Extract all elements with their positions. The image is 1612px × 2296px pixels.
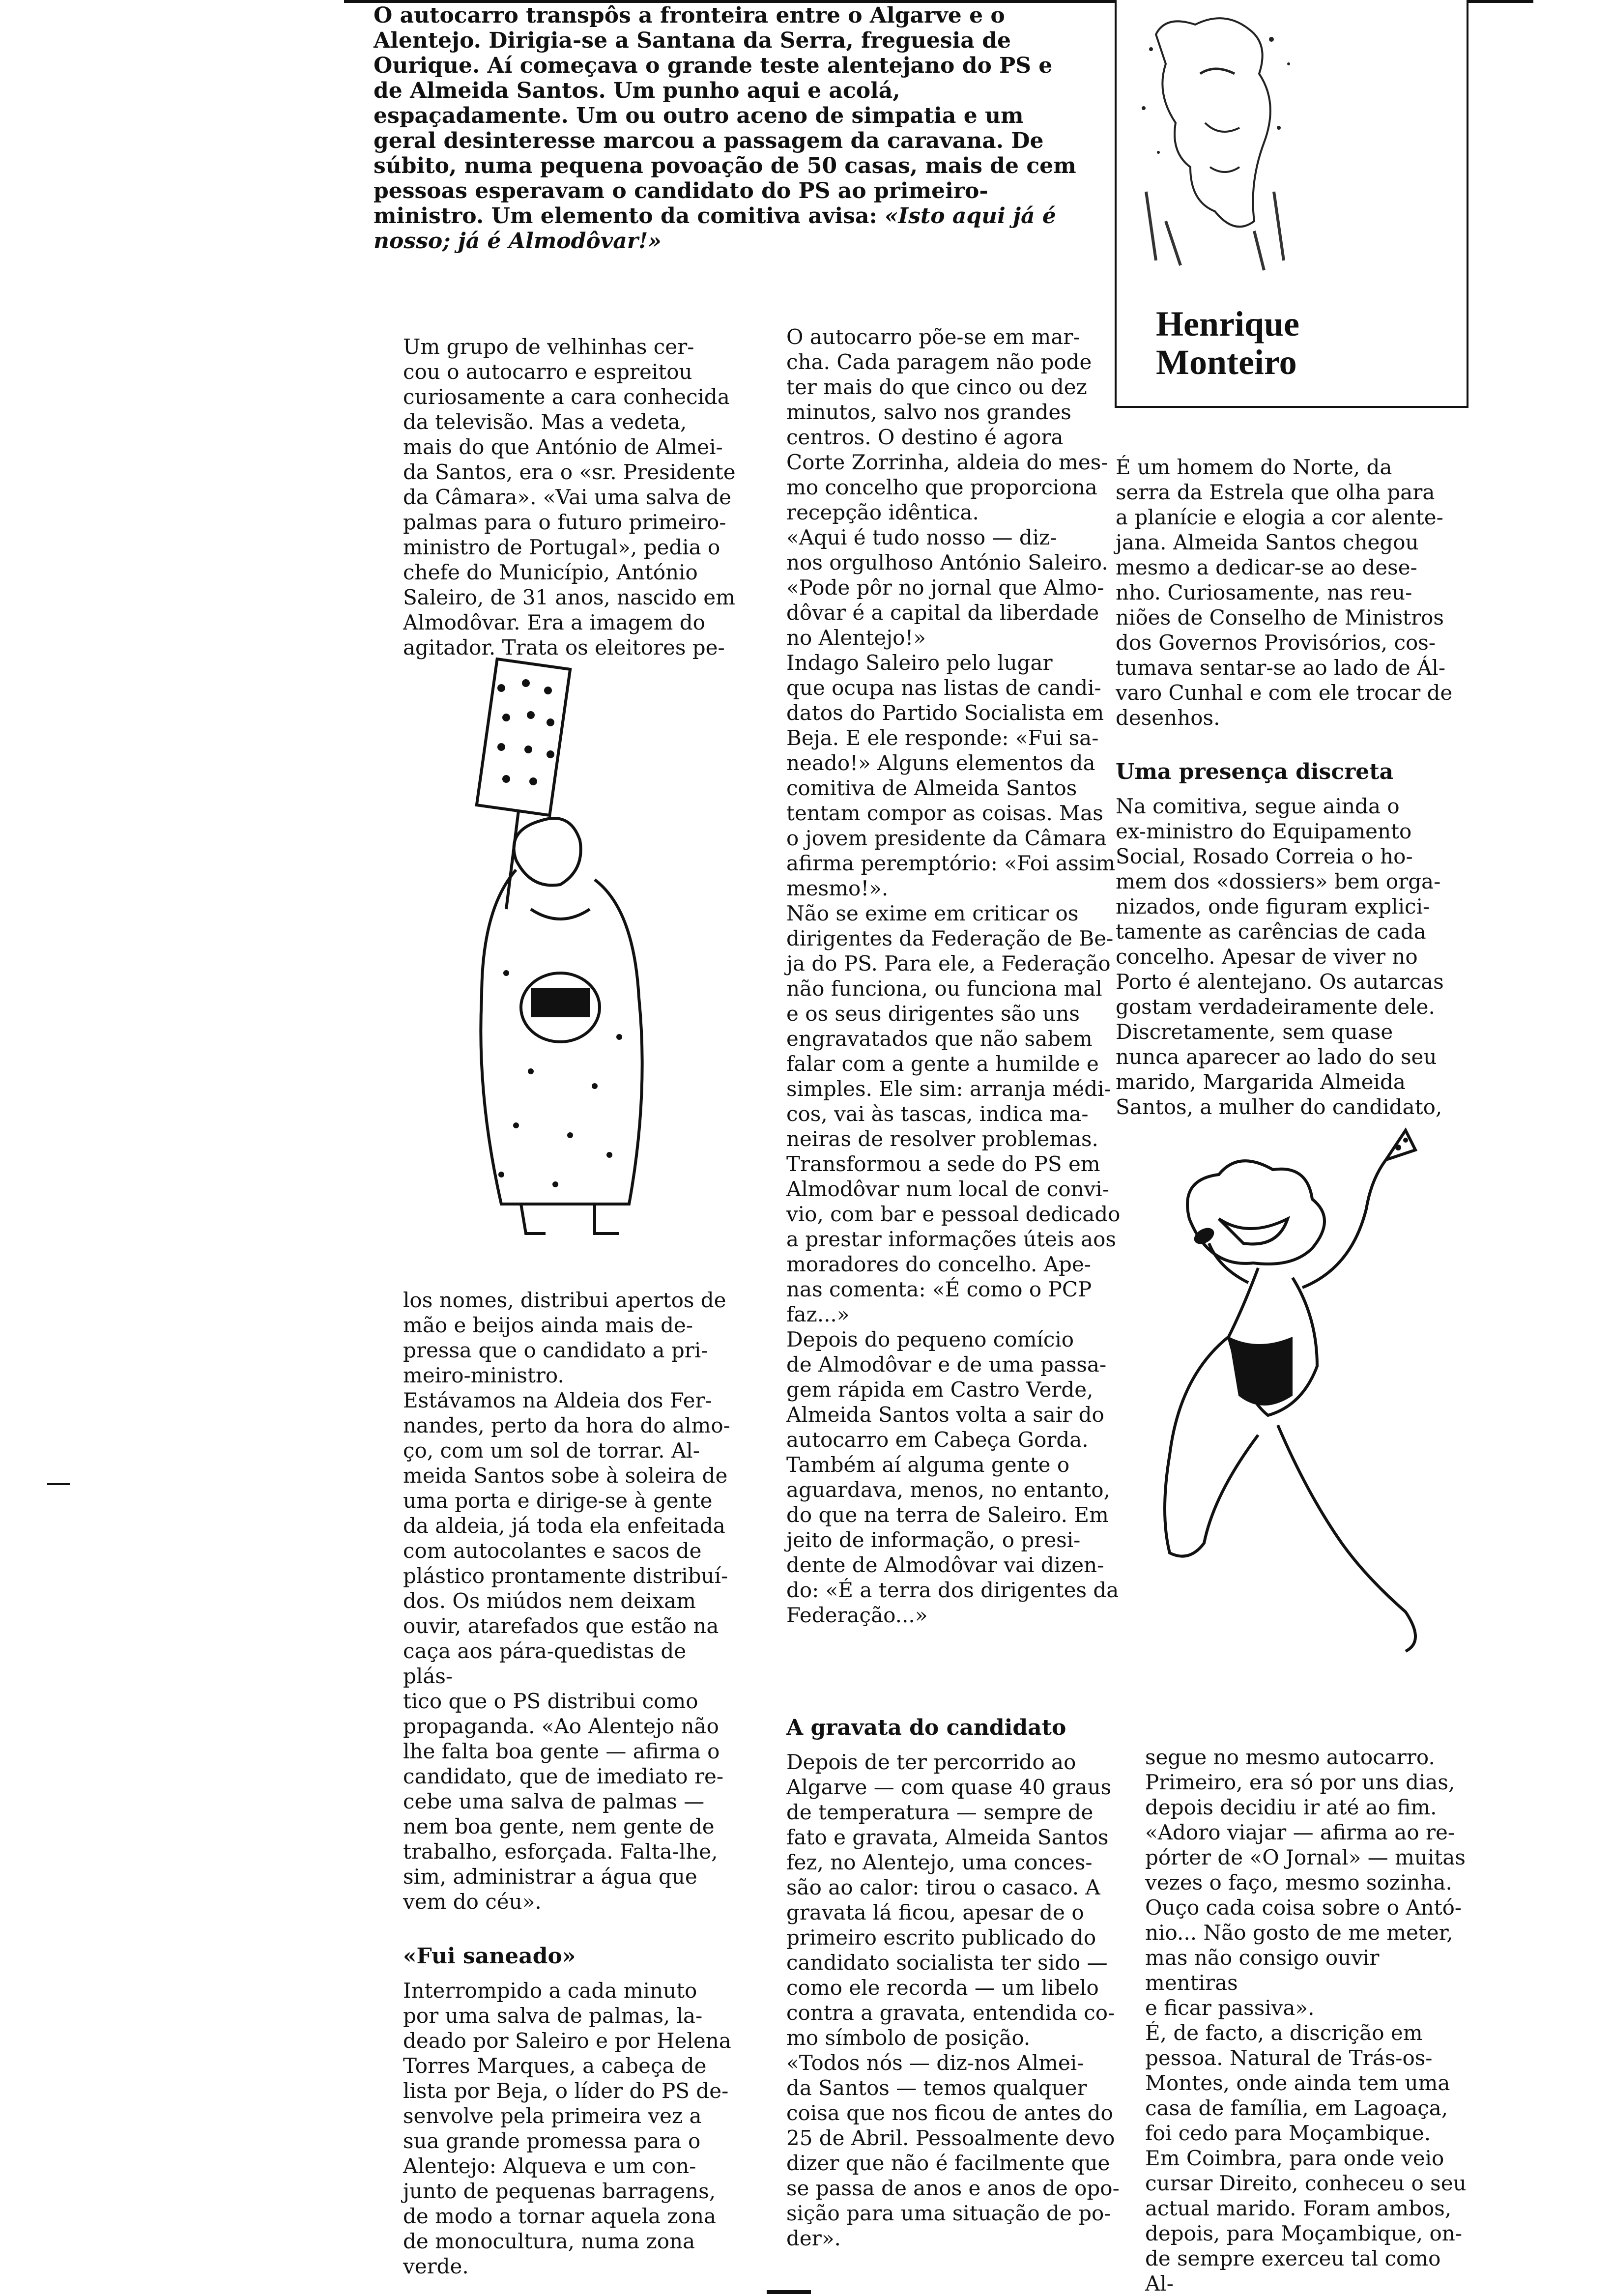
intro-body: O autocarro transpôs a fronteira entre o Algarve e o Alentejo. Dirigia-se a Santana da Serra, freguesia de Ourique. Aí começava o grande teste alentejano do PS e de Almeida Santos. Um punho aqui e acolá, espaçadamente. Um ou outro aceno de simpatia e um geral desinteresse marcou a passagem da caravana. De súbito, numa pequena povoação de 50 casas, mais de cem pessoas esperavam o candidato do PS ao primeiro- ministro. Um elemento da comitiva avisa: (374, 3, 1076, 229)
cartoon-dancing-figure (1130, 1120, 1474, 1661)
column2-bottom: Depois de ter percorrido ao Algarve — com quase 40 graus de temperatura — sempre de fato e gravata, Almeida Santos fez, no Alentejo, uma conces- são ao calor: tirou o casaco. A gravata lá ficou, apesar de o primeiro escrito publicado do candidato socialista ter sido — como ele recorda — um libelo contra a gravata, entendida co- mo símbolo de posição. «Todos nós — diz-nos Almei- da Santos — temos qualquer coisa que nos ficou de antes do 25 de Abril. Pessoalmente devo dizer que não é facilmente que se passa de anos e anos de opo- sição para uma situação de po- der». (786, 1750, 1120, 2250)
author-box (1115, 0, 1468, 408)
column1-final: Interrompido a cada minuto por uma salva de palmas, la- deado por Saleiro e por Helena Torres Marques, a cabeça de lista por Beja, o líder do PS de- senvolve pela primeira vez a sua grande promessa para o Alentejo: Alqueva e um con- junto de pequenas barragens, de modo a tornar aquela zona de monocultura, numa zona verde. (403, 1979, 731, 2278)
column3-middle: Na comitiva, segue ainda o ex-ministro do Equipamento Social, Rosado Correia o ho- mem dos «dossiers» bem orga- nizados, onde figuram explici- tamente as carências de cada concelho. Apesar de viver no Porto é alentejano. Os autarcas gostam verdadeiramente dele. Discretamente, sem quase nunca aparecer ao lado do seu marido, Margarida Almeida Santos, a mulher do candidato, (1116, 794, 1444, 1119)
column2-subhead: A gravata do candidato (786, 1715, 1066, 1740)
column3-bottom: segue no mesmo autocarro. Primeiro, era só por uns dias, depois decidiu ir até ao fim. «Adoro viajar — afirma ao re- pórter de «O Jornal» — muitas vezes o faço, mesmo sozinha. Ouço cada coisa sobre o Antó- nio... Não gosto de me meter, mas não consigo ouvir mentiras e ficar passiva». É, de facto, a discrição em pessoa. Natural de Trás-os- Montes, onde ainda tem uma casa de família, em Lagoaça, foi cedo para Moçambique. Em Coimbra, para onde veio cursar Direito, conheceu o seu actual marido. Foram ambos, depois, para Moçambique, on- de sempre exerceu tal como Al- (1145, 1745, 1467, 2296)
column3-subhead: Uma presença discreta (1116, 759, 1394, 784)
intro-paragraph (374, 3, 1101, 254)
intro-quote: «Isto aqui já é nosso; já é Almodôvar!» (374, 203, 1056, 254)
scan-speck-bottom (767, 2290, 811, 2294)
author-name: Henrique Monteiro (1156, 304, 1300, 382)
column1-subhead: «Fui saneado» (403, 1944, 576, 1969)
column3-top: É um homem do Norte, da serra da Estrela que olha para a planície e elogia a cor alente- jana. Almeida Santos chegou mesmo a dedicar-se ao dese- nho. Curiosamente, nas reu- niões de Conselho de Ministros dos Governos Provisórios, cos- tumava sentar-se ao lado de Ál- varo Cunhal e com ele trocar de desenhos. (1116, 455, 1453, 730)
scan-speck (47, 1483, 70, 1485)
author-photo (1136, 5, 1451, 275)
cartoon-woman-with-fan (432, 654, 688, 1268)
column1-bottom: los nomes, distribui apertos de mão e beijos ainda mais de- pressa que o candidato a pri- meiro-ministro. Estávamos na Aldeia dos Fer- nandes, perto da hora do almo- ço, com um sol de torrar. Al- meida Santos sobe à soleira de uma porta e dirige-se à gente da aldeia, já toda ela enfeitada com autocolantes e sacos de plástico prontamente distribuí- dos. Os miúdos nem deixam ouvir, atarefados que estão na caça aos pára-quedistas de plás- tico que o PS distribui como propaganda. «Ao Alentejo não lhe falta boa gente — afirma o candidato, que de imediato re- cebe uma salva de palmas — nem boa gente, nem gente de trabalho, esforçada. Falta-lhe, sim, administrar a água que vem do céu». (403, 1288, 730, 1914)
column2-top: O autocarro põe-se em mar- cha. Cada paragem não pode ter mais do que cinco ou dez minutos, salvo nos grandes centros. O destino é agora Corte Zorrinha, aldeia do mes- mo concelho que proporciona recepção idêntica. «Aqui é tudo nosso — diz- nos orgulhoso António Saleiro. «Pode pôr no jornal que Almo- dôvar é a capital da liberdade no Alentejo!» Indago Saleiro pelo lugar que ocupa nas listas de candi- datos do Partido Socialista em Beja. E ele responde: «Fui sa- neado!» Alguns elementos da comitiva de Almeida Santos tentam compor as coisas. Mas o jovem presidente da Câmara afirma peremptório: «Foi assim mesmo!». Não se exime em criticar os dirigentes da Federação de Be- ja do PS. Para ele, a Federação não funciona, ou funciona mal e os seus dirigentes são uns engravatados que não sabem falar com a gente a humilde e simples. Ele sim: arranja médi- cos, vai às tascas, indica ma- neiras de resolver problemas. Transformou a sede do PS em Almodôvar num local de convi- vio, com bar e pessoal dedicado a prestar informações úteis aos moradores do concelho. Ape- nas comenta: «É como o PCP faz...» Depois do pequeno comício de Almodôvar e de uma passa- gem rápida em Castro Verde, Almeida Santos volta a sair do autocarro em Cabeça Gorda. Também aí alguma gente o aguardava, menos, no entanto, do que na terra de Saleiro. Em jeito de informação, o presi- dente de Almodôvar vai dizen- do: «É a terra dos dirigentes da Federação...» (786, 325, 1121, 1627)
column1-top: Um grupo de velhinhas cer- cou o autocarro e espreitou curiosamente a cara conhecida da televisão. Mas a vedeta, mais do que António de Almei- da Santos, era o «sr. Presidente da Câmara». «Vai uma salva de palmas para o futuro primeiro- ministro de Portugal», pedia o chefe do Município, António Saleiro, de 31 anos, nascido em Almodôvar. Era a imagem do agitador. Trata os eleitores pe- (403, 335, 736, 660)
